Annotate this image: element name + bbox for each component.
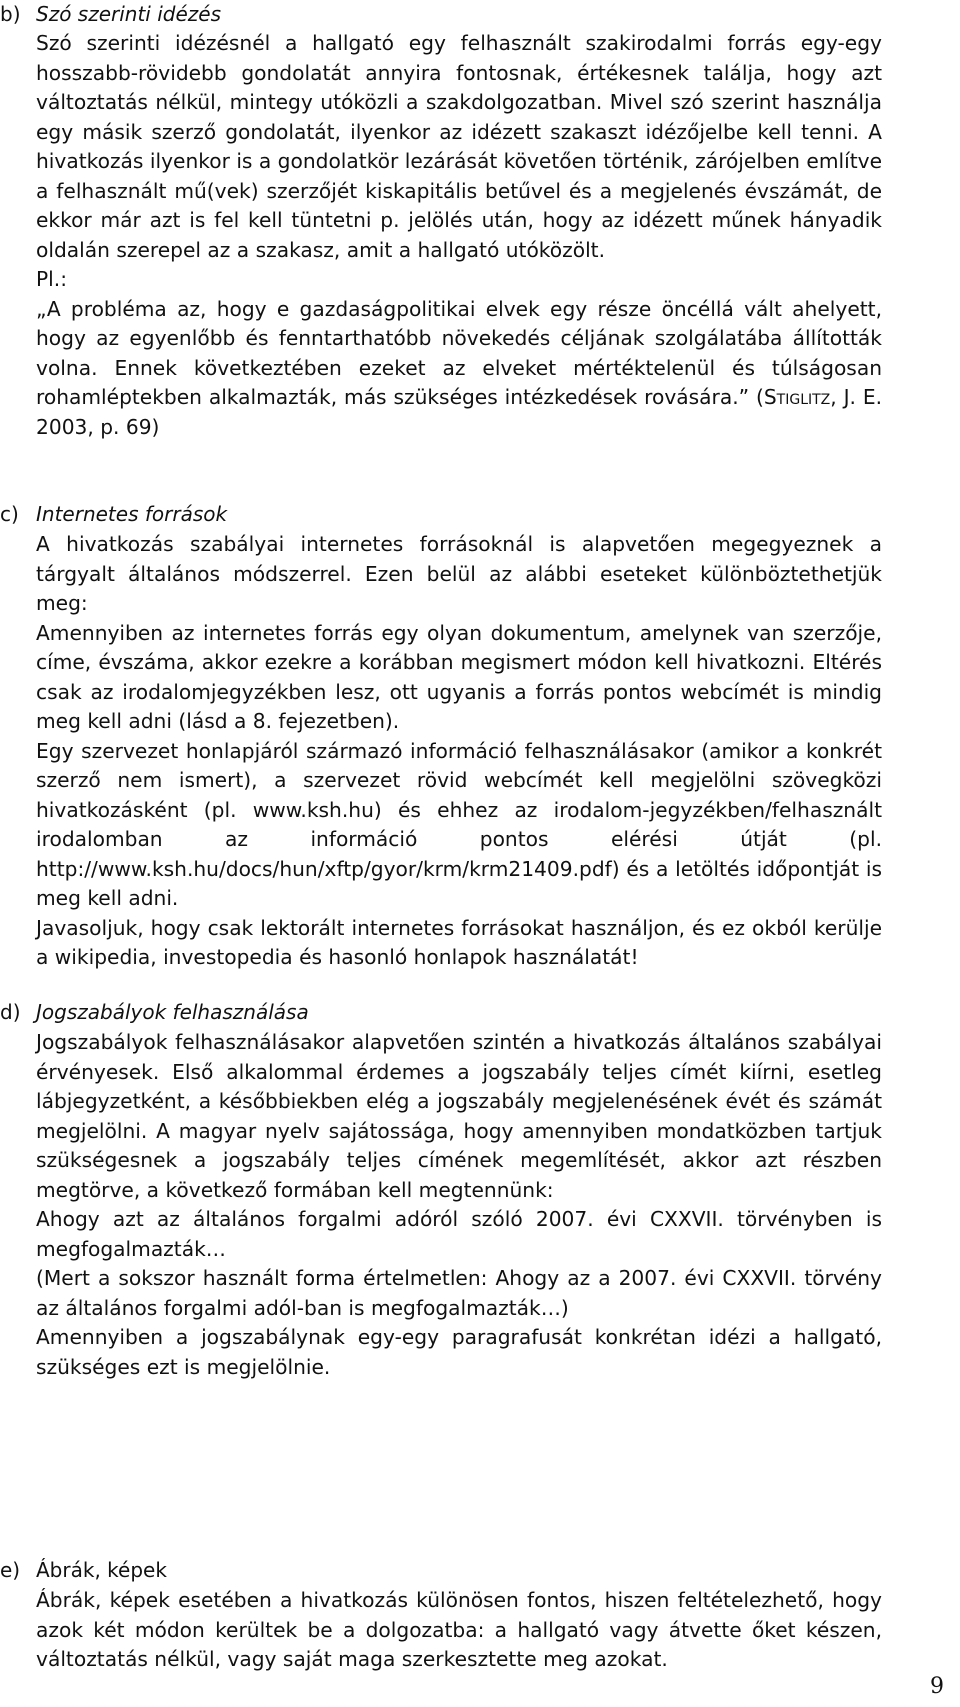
section-d-heading [0,998,309,1027]
section-d-paragraph-1: Jogszabályok felhasználásakor alapvetően szintén a hivatkozás általános szabályai érvényesek. Első alkalommal érdemes a jogszabály teljes címét kiírni, esetleg lábjegyzetként, a későbbiekben elég a jogszabály megjelenésének évét és számát megjelölni. A magyar nyelv sajátossága, hogy amennyiben mondatközben tartjuk szükségesnek a jogszabály teljes címének megemlítését, akkor azt részben megtörve, a következő formában kell megtennünk: [36,1030,882,1202]
section-d-letter: d) [0,1000,21,1024]
citation-author-rest: tiglitz [776,385,831,409]
section-c-paragraph-2: Amennyiben az internetes forrás egy olyan dokumentum, amelynek van szerzője, címe, évszáma, akkor ezekre a korábban megismert módon kell hivatkozni. Eltérés csak az irodalomjegyzékben lesz, ott ugyanis a forrás pontos webcímét is mindig meg kell adni (lásd a 8. fejezetben). [36,620,882,733]
section-c-paragraph-3: Egy szervezet honlapjáról származó információ felhasználásakor (amikor a konkrét szerző nem ismert), a szervezet rövid webcímét kell megjelölni szövegközi hivatkozásként (pl. www.ksh.hu) és ehhez az irodalom-jegyzékben/felhasznált irodalomban az információ pontos elérési útját (pl. http://www.ksh.hu/docs/hun/xftp/gyor/krm/krm21409.pdf) és a letöltés időpontját is meg kell adni. [36,738,882,910]
section-b-title: Szó szerinti idézés [36,2,221,26]
section-d-paragraph-3: (Mert a sokszor használt forma értelmetlen: Ahogy az a 2007. évi CXXVII. törvény az általános forgalmi adól-ban is megfogalmazták…) [36,1266,882,1320]
section-b-heading [0,0,221,29]
section-c-paragraph-4: Javasoljuk, hogy csak lektorált internetes forrásokat használjon, és ez okból kerülje a wikipedia, investopedia és hasonló honlapok használatát! [36,915,882,969]
citation-author-initial: S [763,385,777,409]
section-c-body [36,530,882,973]
section-b-letter: b) [0,2,21,26]
page-number: 9 [930,1674,944,1699]
section-d-paragraph-2: Ahogy azt az általános forgalmi adóról szóló 2007. évi CXXVII. törvényben is megfogalmazták… [36,1207,882,1261]
section-c-paragraph-1: A hivatkozás szabályai internetes forrásoknál is alapvetően megegyeznek a tárgyalt általános módszerrel. Ezen belül az alábbi eseteket különböztethetjük meg: [36,532,882,615]
section-c-letter: c) [0,502,19,526]
section-e-body [36,1586,882,1675]
section-e-heading [0,1556,167,1585]
section-e-paragraph: Ábrák, képek esetében a hivatkozás különösen fontos, hiszen feltételezhető, hogy azok két módon kerültek be a dolgozatba: a hallgató vagy átvette őket készen, változtatás nélkül, vagy saját maga szerkesztette meg azokat. [36,1588,882,1671]
section-d-title: Jogszabályok felhasználása [36,1000,309,1024]
section-d-paragraph-4: Amennyiben a jogszabálynak egy-egy paragrafusát konkrétan idézi a hallgató, szükséges ezt is megjelölnie. [36,1325,882,1379]
section-b-body [36,29,882,442]
section-c-title: Internetes források [36,502,228,526]
quote-text: „A probléma az, hogy e gazdaságpolitikai elvek egy része öncéllá vált ahelyett, hogy az egyenlőbb és fenntarthatóbb növekedés céljának szolgálatába állították volna. Ennek következtében ezeket az elveket mértéktelenül és túlságosan rohamléptekben alkalmazták, más szükséges intézkedések rovására.” [36,296,882,409]
section-e-letter: e) [0,1558,21,1582]
citation-tail: , J. E. 2003, p. 69) [36,385,883,439]
citation-open: ( [749,385,764,409]
section-c-heading [0,500,227,529]
section-b-paragraph: Szó szerinti idézésnél a hallgató egy felhasznált szakirodalmi forrás egy-egy hosszabb-rövidebb gondolatát annyira fontosnak, értékesnek találja, hogy azt változtatás nélkül, mintegy utóközli a szakdolgozatban. Mivel szó szerint használja egy másik szerző gondolatát, ilyenkor az idézett szakaszt idézőjelbe kell tenni. A hivatkozás ilyenkor is a gondolatkör lezárását követően történik, zárójelben említve a felhasznált mű(vek) szerzőjét kiskapitális betűvel és a megjelenés évszámát, de ekkor már azt is fel kell tüntetni p. jelölés után, hogy az idézett műnek hányadik oldalán szerepel az a szakasz, amit a hallgató utóközölt. [36,31,882,262]
section-d-body [36,1028,882,1382]
section-e-title: Ábrák, képek [36,1558,167,1582]
example-label: Pl.: [36,267,68,291]
quote-paragraph [36,295,882,443]
